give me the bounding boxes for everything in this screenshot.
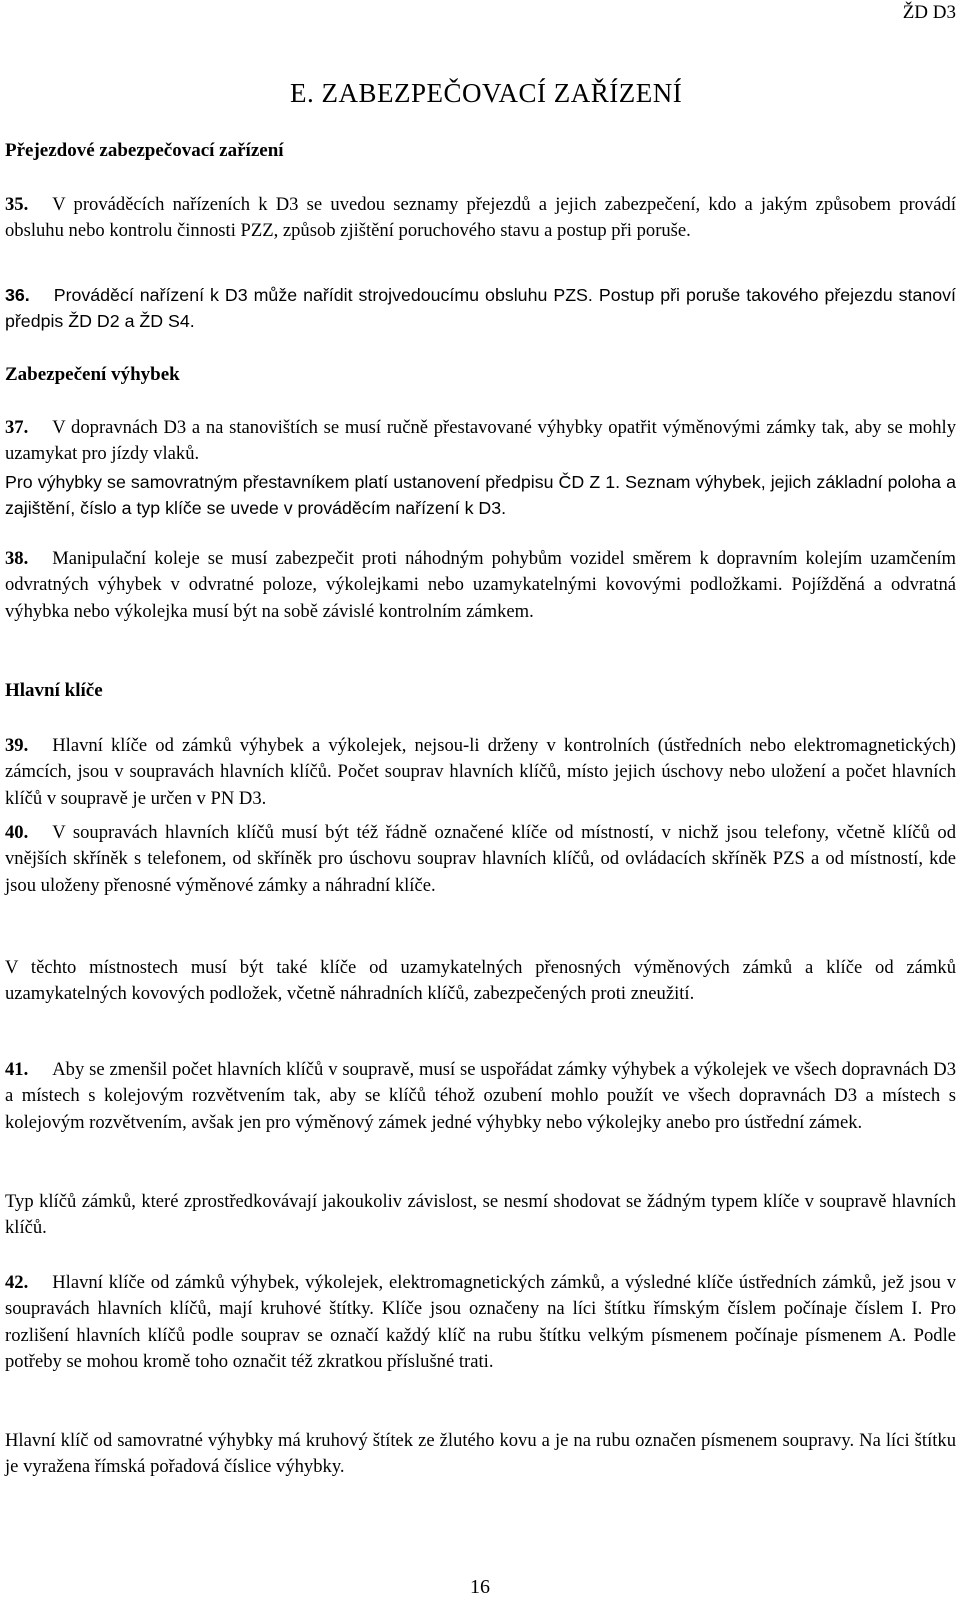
paragraph-38 [5, 546, 956, 625]
paragraph-37 [5, 415, 956, 468]
paragraph-42 [5, 1270, 956, 1375]
paragraph-text: Pro výhybky se samovratným přestavníkem platí ustanovení předpisu ČD Z 1. Seznam výhybek, jejich základní poloha a zajištění, číslo a typ klíče se uvede v prováděcím nařízení k D3. [5, 472, 956, 519]
paragraph-number: 41. [5, 1059, 29, 1080]
chapter-title: E. ZABEZPEČOVACÍ ZAŘÍZENÍ [290, 78, 683, 108]
section-title-switches: Zabezpečení výhybek [5, 364, 180, 385]
paragraph-number: 39. [5, 735, 29, 756]
section-title-crossings: Přejezdové zabezpečovací zařízení [5, 140, 284, 161]
paragraph-42-continued [5, 1428, 956, 1481]
paragraph-41 [5, 1057, 956, 1136]
paragraph-number: 35. [5, 194, 29, 215]
paragraph-number: 42. [5, 1272, 29, 1293]
paragraph-text: V prováděcích nařízeních k D3 se uvedou seznamy přejezdů a jejich zabezpečení, kdo a jakým způsobem provádí obsluhu nebo kontrolu činnosti PZZ, způsob zjištění poruchového stavu a postup při poruše. [5, 194, 956, 242]
paragraph-text: Hlavní klíče od zámků výhybek a výkolejek, nejsou-li drženy v kontrolních (ústředních nebo elektromagnetických) zámcích, jsou v soupravách hlavních klíčů. Počet souprav hlavních klíčů, místo jejich úschovy nebo uložení a počet hlavních klíčů v soupravě je určen v PN D3. [5, 735, 956, 809]
paragraph-number: 37. [5, 417, 29, 438]
paragraph-text: V soupravách hlavních klíčů musí být též řádně označené klíče od místností, v nichž jsou telefony, včetně klíčů od vnějších skříněk s telefonem, od skříněk pro úschovu souprav hlavních klíčů, od ovládacích skříněk PZS a od místností, kde jsou uloženy přenosné výměnové zámky a náhradní klíče. [5, 822, 956, 896]
paragraph-number: 36. [5, 285, 30, 305]
paragraph-text: Manipulační koleje se musí zabezpečit proti náhodným pohybům vozidel směrem k dopravním kolejím uzamčením odvratných výhybek v odvratné poloze, výkolejkami nebo uzamykatelnými kovovými podložkami. Pojížděná a odvratná výhybka nebo výkolejka musí být na sobě závislé kontrolním zámkem. [5, 548, 956, 622]
paragraph-text: Hlavní klíče od zámků výhybek, výkolejek, elektromagnetických zámků, a výsledné klíče ústředních zámků, jež jsou v soupravách hlavních klíčů, mají kruhové štítky. Klíče jsou označeny na líci štítku římským číslem počínaje číslem I. Pro rozlišení hlavních klíčů podle souprav se označí každý klíč na rubu štítku velkým písmenem počínaje písmenem A. Podle potřeby se mohou kromě toho označit též zkratkou příslušné trati. [5, 1272, 956, 1372]
paragraph-39 [5, 733, 956, 812]
paragraph-36 [5, 282, 956, 335]
page-number: 16 [470, 1576, 490, 1598]
paragraph-text: Aby se zmenšil počet hlavních klíčů v soupravě, musí se uspořádat zámky výhybek a výkolejek ve všech dopravnách D3 a místech s kolejovým rozvětvením tak, aby se klíčů téhož ozubení mohlo použít ve všech dopravnách D3 a místech s kolejovým rozvětvením, avšak jen pro výměnový zámek jedné výhybky nebo výkolejky anebo pro ústřední zámek. [5, 1059, 956, 1133]
paragraph-text: Hlavní klíč od samovratné výhybky má kruhový štítek ze žlutého kovu a je na rubu označen písmenem soupravy. Na líci štítku je vyražena římská pořadová číslice výhybky. [5, 1430, 956, 1478]
paragraph-35 [5, 192, 956, 245]
paragraph-37-continued [5, 469, 956, 522]
paragraph-text: Typ klíčů zámků, které zprostředkovávají jakoukoliv závislost, se nesmí shodovat se žádným typem klíče v soupravě hlavních klíčů. [5, 1191, 956, 1239]
paragraph-number: 40. [5, 822, 29, 843]
paragraph-40 [5, 820, 956, 899]
section-title-main-keys: Hlavní klíče [5, 680, 103, 701]
paragraph-text: Prováděcí nařízení k D3 může nařídit strojvedoucímu obsluhu PZS. Postup při poruše takového přejezdu stanoví předpis ŽD D2 a ŽD S4. [5, 285, 956, 332]
paragraph-number: 38. [5, 548, 29, 569]
paragraph-41-continued [5, 1189, 956, 1242]
document-code: ŽD D3 [902, 2, 956, 23]
paragraph-text: V dopravnách D3 a na stanovištích se musí ručně přestavované výhybky opatřit výměnovými zámky tak, aby se mohly uzamykat pro jízdy vlaků. [5, 417, 956, 465]
paragraph-40-continued [5, 955, 956, 1008]
paragraph-text: V těchto místnostech musí být také klíče od uzamykatelných přenosných výměnových zámků a klíče od zámků uzamykatelných kovových podložek, včetně náhradních klíčů, zabezpečených proti zneužití. [5, 957, 956, 1005]
